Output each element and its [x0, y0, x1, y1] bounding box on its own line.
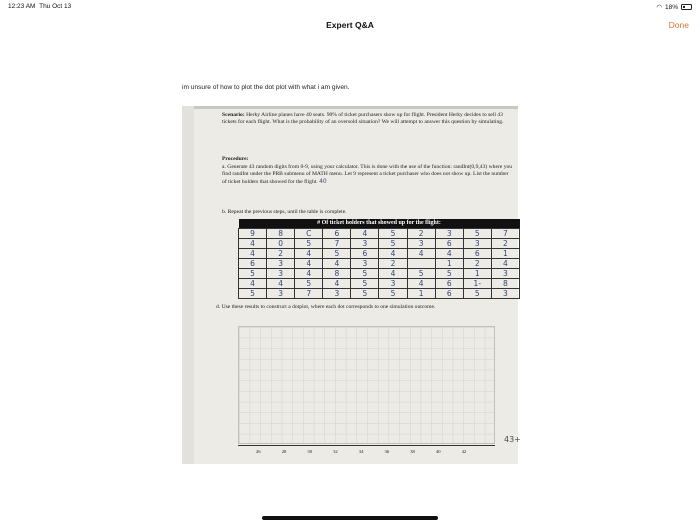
table-cell: 3 [351, 238, 379, 248]
table-cell: 5 [295, 278, 323, 288]
table-cell: 1 [491, 248, 519, 258]
step-a: a. Generate 43 random digits from 0-9, using your calculator. This is done with the use of the function: randInt(0,9,43) where you find randInt under the PRB submenu of MATH menu. Let 9 represent a ticket purchaser who does not show up. List the number of ticket holders that showed for the flight. 40 [222, 164, 513, 186]
table-row [239, 248, 520, 258]
table-cell: 6 [435, 238, 463, 248]
table-cell: 4 [379, 268, 407, 278]
table-row [239, 238, 520, 248]
table-cell: 5 [379, 238, 407, 248]
table-cell: 4 [407, 248, 435, 258]
table-cell: 2 [267, 248, 295, 258]
done-button[interactable]: Done [668, 20, 689, 30]
battery-percent: 18% [664, 3, 678, 11]
table-cell: 1 [407, 288, 435, 298]
status-time: 12:23 AM Thu Oct 13 [8, 3, 72, 10]
table-cell: 5 [351, 288, 379, 298]
table-cell: 1- [463, 278, 491, 288]
battery-icon [681, 4, 692, 10]
axis-tick-label: 38 [410, 449, 415, 454]
axis-tick-label: 36 [384, 449, 390, 454]
table-row [239, 258, 520, 268]
table-cell: 4 [295, 258, 323, 268]
table-cell: 1 [435, 258, 463, 268]
table-cell: 4 [239, 278, 267, 288]
table-cell: 3 [379, 278, 407, 288]
page-title: Expert Q&A [326, 20, 374, 30]
table-cell: 5 [323, 248, 351, 258]
table-cell: 4 [323, 258, 351, 268]
table-cell: 3 [267, 288, 295, 298]
table-cell: 5 [295, 238, 323, 248]
table-cell: 5 [239, 288, 267, 298]
table-cell: 3 [267, 268, 295, 278]
table-cell: 3 [491, 288, 519, 298]
axis-tick-label: 28 [281, 449, 287, 454]
axis-tick-label: 42 [461, 449, 467, 454]
table-cell: 5 [239, 268, 267, 278]
table-cell [407, 258, 435, 268]
table-cell: 3 [407, 238, 435, 248]
status-indicators [656, 3, 692, 11]
wifi-icon: ◠ [656, 4, 662, 11]
table-cell: 4 [491, 258, 519, 268]
results-table [238, 219, 520, 299]
table-cell: 3 [491, 268, 519, 278]
axis-tick-label: 26 [256, 449, 261, 454]
table-cell: 3 [267, 258, 295, 268]
table-cell: 4 [239, 248, 267, 258]
table-cell: 2 [491, 238, 519, 248]
table-cell: 5 [379, 288, 407, 298]
table-cell: 3 [323, 288, 351, 298]
table-cell: 5 [463, 228, 491, 238]
table-cell: 7 [295, 288, 323, 298]
table-cell: 0 [267, 238, 295, 248]
attached-photo[interactable] [182, 106, 521, 464]
table-row [239, 228, 520, 238]
dotplot-grid [238, 326, 495, 444]
table-cell: 4 [323, 278, 351, 288]
home-indicator[interactable] [262, 516, 438, 520]
step-a-answer: 40 [319, 178, 327, 186]
step-d: d. Use these results to construct a dotplot, where each dot corresponds to one simulation outcome. [216, 304, 436, 310]
dotplot-axis [238, 445, 495, 446]
procedure-label: Procedure: [222, 156, 249, 162]
table-cell: 7 [491, 228, 519, 238]
table-cell: 3 [463, 238, 491, 248]
table-cell: 5 [351, 278, 379, 288]
handwritten-note: 43+ [504, 435, 521, 444]
table-cell: 5 [407, 268, 435, 278]
table-cell: 4 [295, 248, 323, 258]
axis-tick-label: 40 [435, 449, 441, 454]
table-cell: 2 [463, 258, 491, 268]
table-cell: 8 [323, 268, 351, 278]
status-bar [0, 0, 700, 14]
axis-tick-label: 30 [307, 449, 312, 454]
table-row [239, 288, 520, 298]
step-b: b. Repeat the previous steps, until the table is complete. [222, 209, 347, 215]
table-cell: 2 [379, 258, 407, 268]
scenario-block [222, 112, 512, 126]
axis-tick-label: 34 [358, 449, 364, 454]
table-cell: 6 [435, 288, 463, 298]
scenario-text: Herky Airline planes have 40 seats. 90% of ticket purchasers show up for flight. President Herky decides to sell 43 tickets for each flight. What is the probability of an oversold situation? We will attempt to answer this question by simulating. [222, 112, 504, 126]
table-cell: 4 [407, 278, 435, 288]
table-cell: 4 [267, 278, 295, 288]
table-row [239, 278, 520, 288]
paper-edge [194, 106, 518, 109]
table-cell: 4 [295, 268, 323, 278]
question-text: im unsure of how to plot the dot plot with what i am given. [182, 84, 350, 91]
table-cell: 4 [239, 238, 267, 248]
table-cell: 4 [379, 248, 407, 258]
table-cell: 6 [463, 248, 491, 258]
table-row [239, 268, 520, 278]
table-cell: 1 [463, 268, 491, 278]
worksheet-paper [194, 106, 521, 464]
table-cell: 3 [351, 258, 379, 268]
table-cell: 4 [435, 248, 463, 258]
table-cell: 2 [407, 228, 435, 238]
table-cell: 6 [435, 278, 463, 288]
table-cell: 9 [239, 228, 267, 238]
axis-tick-label: 32 [333, 449, 338, 454]
table-cell: 8 [491, 278, 519, 288]
table-cell: 8 [267, 228, 295, 238]
table-cell: 6 [351, 248, 379, 258]
table-cell: 3 [435, 228, 463, 238]
table-cell: 6 [323, 228, 351, 238]
table-cell: 5 [379, 228, 407, 238]
table-cell: 4 [351, 228, 379, 238]
table-cell: 5 [435, 268, 463, 278]
table-cell: 6 [239, 258, 267, 268]
table-cell: 5 [351, 268, 379, 278]
navigation-bar [0, 14, 700, 38]
table-header: # Of ticket holders that showed up for the flight: [239, 219, 520, 228]
table-cell: 7 [323, 238, 351, 248]
scenario-label: Scenario: [222, 112, 245, 118]
table-cell: C [295, 228, 323, 238]
table-cell: 5 [463, 288, 491, 298]
